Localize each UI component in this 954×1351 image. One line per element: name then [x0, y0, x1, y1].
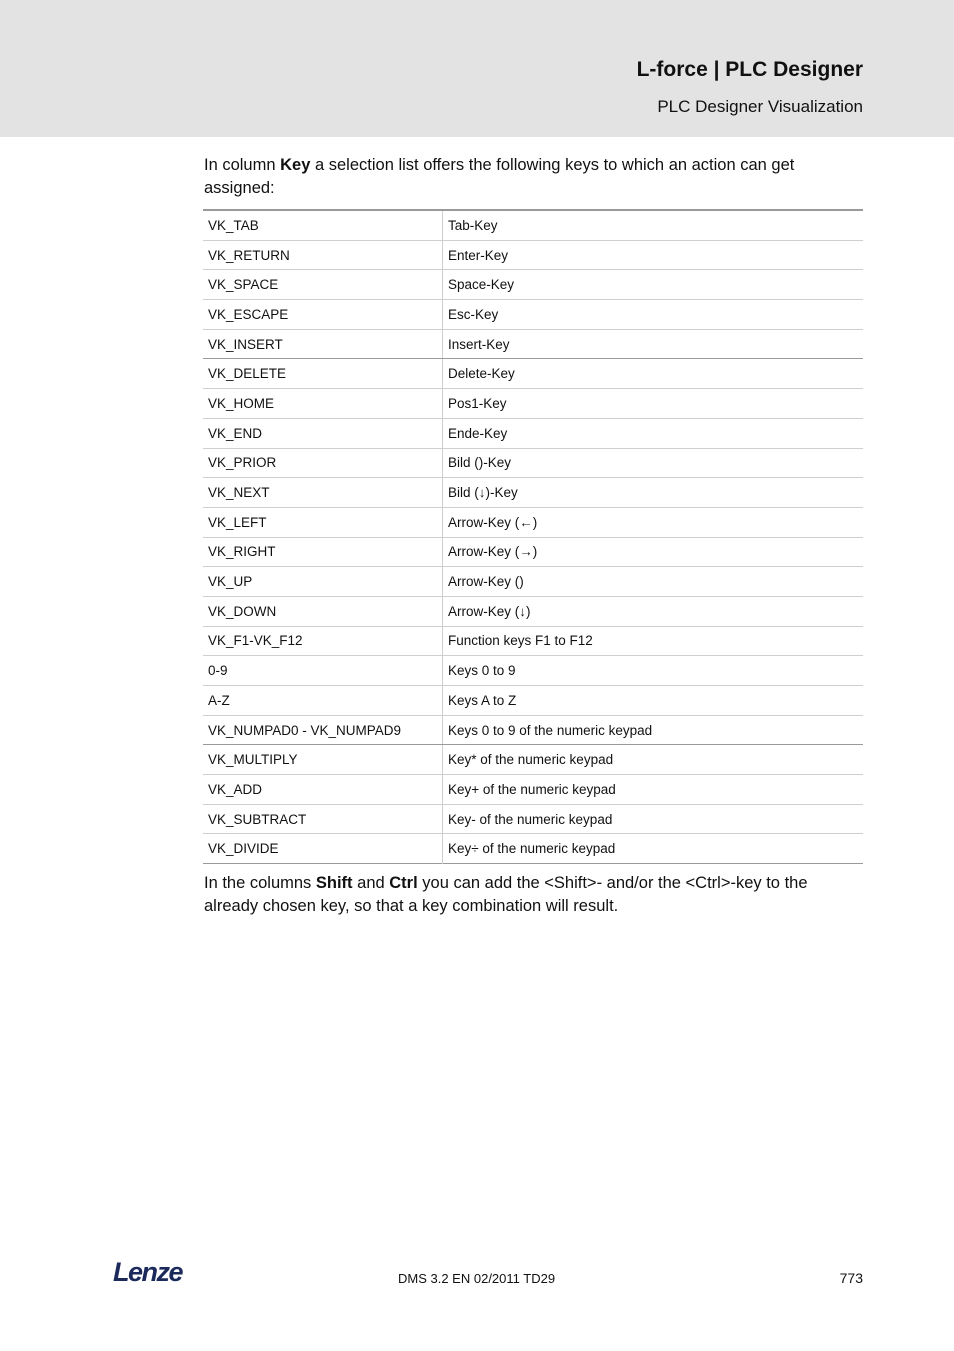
key-description-cell: Key* of the numeric keypad	[443, 745, 864, 775]
table-row	[203, 626, 863, 656]
key-name-cell: VK_PRIOR	[203, 448, 443, 478]
table-row	[203, 567, 863, 597]
key-description-cell: Key÷ of the numeric keypad	[448, 841, 616, 857]
key-name-cell: A-Z	[203, 686, 443, 716]
table-row	[203, 478, 863, 508]
outro-bold-ctrl: Ctrl	[389, 874, 418, 892]
table-row	[203, 210, 863, 240]
outro-text-2: and	[352, 874, 390, 892]
key-description-cell: Arrow-Key ()	[443, 567, 864, 597]
key-name-cell: VK_SUBTRACT	[203, 804, 443, 834]
intro-text-before: In column	[204, 156, 281, 174]
key-description-cell: Function keys F1 to F12	[443, 626, 864, 656]
outro-paragraph	[204, 872, 854, 918]
intro-bold-key: Key	[280, 156, 311, 174]
key-name-cell: VK_F1-VK_F12	[203, 626, 443, 656]
key-name-cell: VK_DOWN	[203, 596, 443, 626]
key-table	[203, 209, 863, 864]
header-title: L-force | PLC Designer	[636, 58, 863, 81]
table-row	[203, 418, 863, 448]
key-description-cell: Arrow-Key (→)	[443, 537, 864, 567]
header-subtitle: PLC Designer Visualization	[657, 97, 863, 116]
key-description-cell: Bild (↓)-Key	[443, 478, 864, 508]
key-description-cell: Insert-Key	[443, 329, 864, 359]
key-description-cell: Tab-Key	[443, 210, 864, 240]
key-name-cell: VK_RETURN	[203, 240, 443, 270]
table-row	[203, 537, 863, 567]
key-name-cell: VK_DELETE	[203, 359, 443, 389]
table-row	[203, 715, 863, 745]
table-row	[203, 240, 863, 270]
key-description-cell: Bild ()-Key	[443, 448, 864, 478]
key-name-cell: 0-9	[203, 656, 443, 686]
table-row	[203, 596, 863, 626]
key-description-cell: Keys 0 to 9 of the numeric keypad	[443, 715, 864, 745]
table-row	[203, 804, 863, 834]
key-description-cell: Space-Key	[443, 270, 864, 300]
key-name-cell: VK_INSERT	[203, 329, 443, 359]
key-name-cell: VK_MULTIPLY	[203, 745, 443, 775]
key-description-cell: Delete-Key	[443, 359, 864, 389]
key-name-cell: VK_END	[203, 418, 443, 448]
key-name-cell: VK_UP	[203, 567, 443, 597]
key-table-body	[203, 210, 863, 864]
key-name-cell: VK_ADD	[203, 775, 443, 805]
footer-doc-id: DMS 3.2 EN 02/2011 TD29	[398, 1271, 556, 1286]
table-row	[203, 329, 863, 359]
table-row	[203, 448, 863, 478]
key-description-cell: Arrow-Key (←)	[443, 507, 864, 537]
key-name-cell: VK_RIGHT	[203, 537, 443, 567]
key-description-cell: Key- of the numeric keypad	[443, 804, 864, 834]
key-name-cell: VK_TAB	[203, 210, 443, 240]
key-description-cell: Keys A to Z	[443, 686, 864, 716]
key-description-cell: Arrow-Key (↓)	[443, 596, 864, 626]
outro-text-1: In the columns	[204, 874, 316, 892]
key-name-cell: VK_NUMPAD0 - VK_NUMPAD9	[203, 715, 443, 745]
table-row	[203, 359, 863, 389]
table-row	[203, 656, 863, 686]
lenze-logo: Lenze	[113, 1257, 183, 1287]
key-name-cell: VK_SPACE	[203, 270, 443, 300]
table-row	[203, 686, 863, 716]
table-row	[203, 270, 863, 300]
page-number: 773	[839, 1270, 863, 1286]
intro-paragraph	[204, 154, 854, 200]
key-description-cell: Keys 0 to 9	[443, 656, 864, 686]
key-description-cell: Ende-Key	[443, 418, 864, 448]
key-description-cell: Enter-Key	[443, 240, 864, 270]
key-name-cell: VK_NEXT	[203, 478, 443, 508]
page-header	[0, 0, 954, 137]
table-row	[203, 507, 863, 537]
key-description-cell: Key+ of the numeric keypad	[443, 775, 864, 805]
table-row	[203, 745, 863, 775]
table-row	[203, 389, 863, 419]
outro-text-3: you can add the <Shift>- and/or the <Ctrl>-key to the already chosen key, so that a key combination will result.	[204, 874, 808, 915]
table-row	[203, 300, 863, 330]
key-description-cell: Esc-Key	[443, 300, 864, 330]
intro-text-after: a selection list offers the following keys to which an action can get assigned:	[204, 156, 795, 197]
key-name-cell: VK_HOME	[203, 389, 443, 419]
key-name-cell: VK_DIVIDE	[203, 834, 443, 864]
key-name-cell: VK_LEFT	[203, 507, 443, 537]
key-name-cell: VK_ESCAPE	[203, 300, 443, 330]
outro-bold-shift: Shift	[315, 874, 353, 892]
key-description-cell: Pos1-Key	[443, 389, 864, 419]
table-row	[203, 775, 863, 805]
table-row	[203, 834, 863, 864]
